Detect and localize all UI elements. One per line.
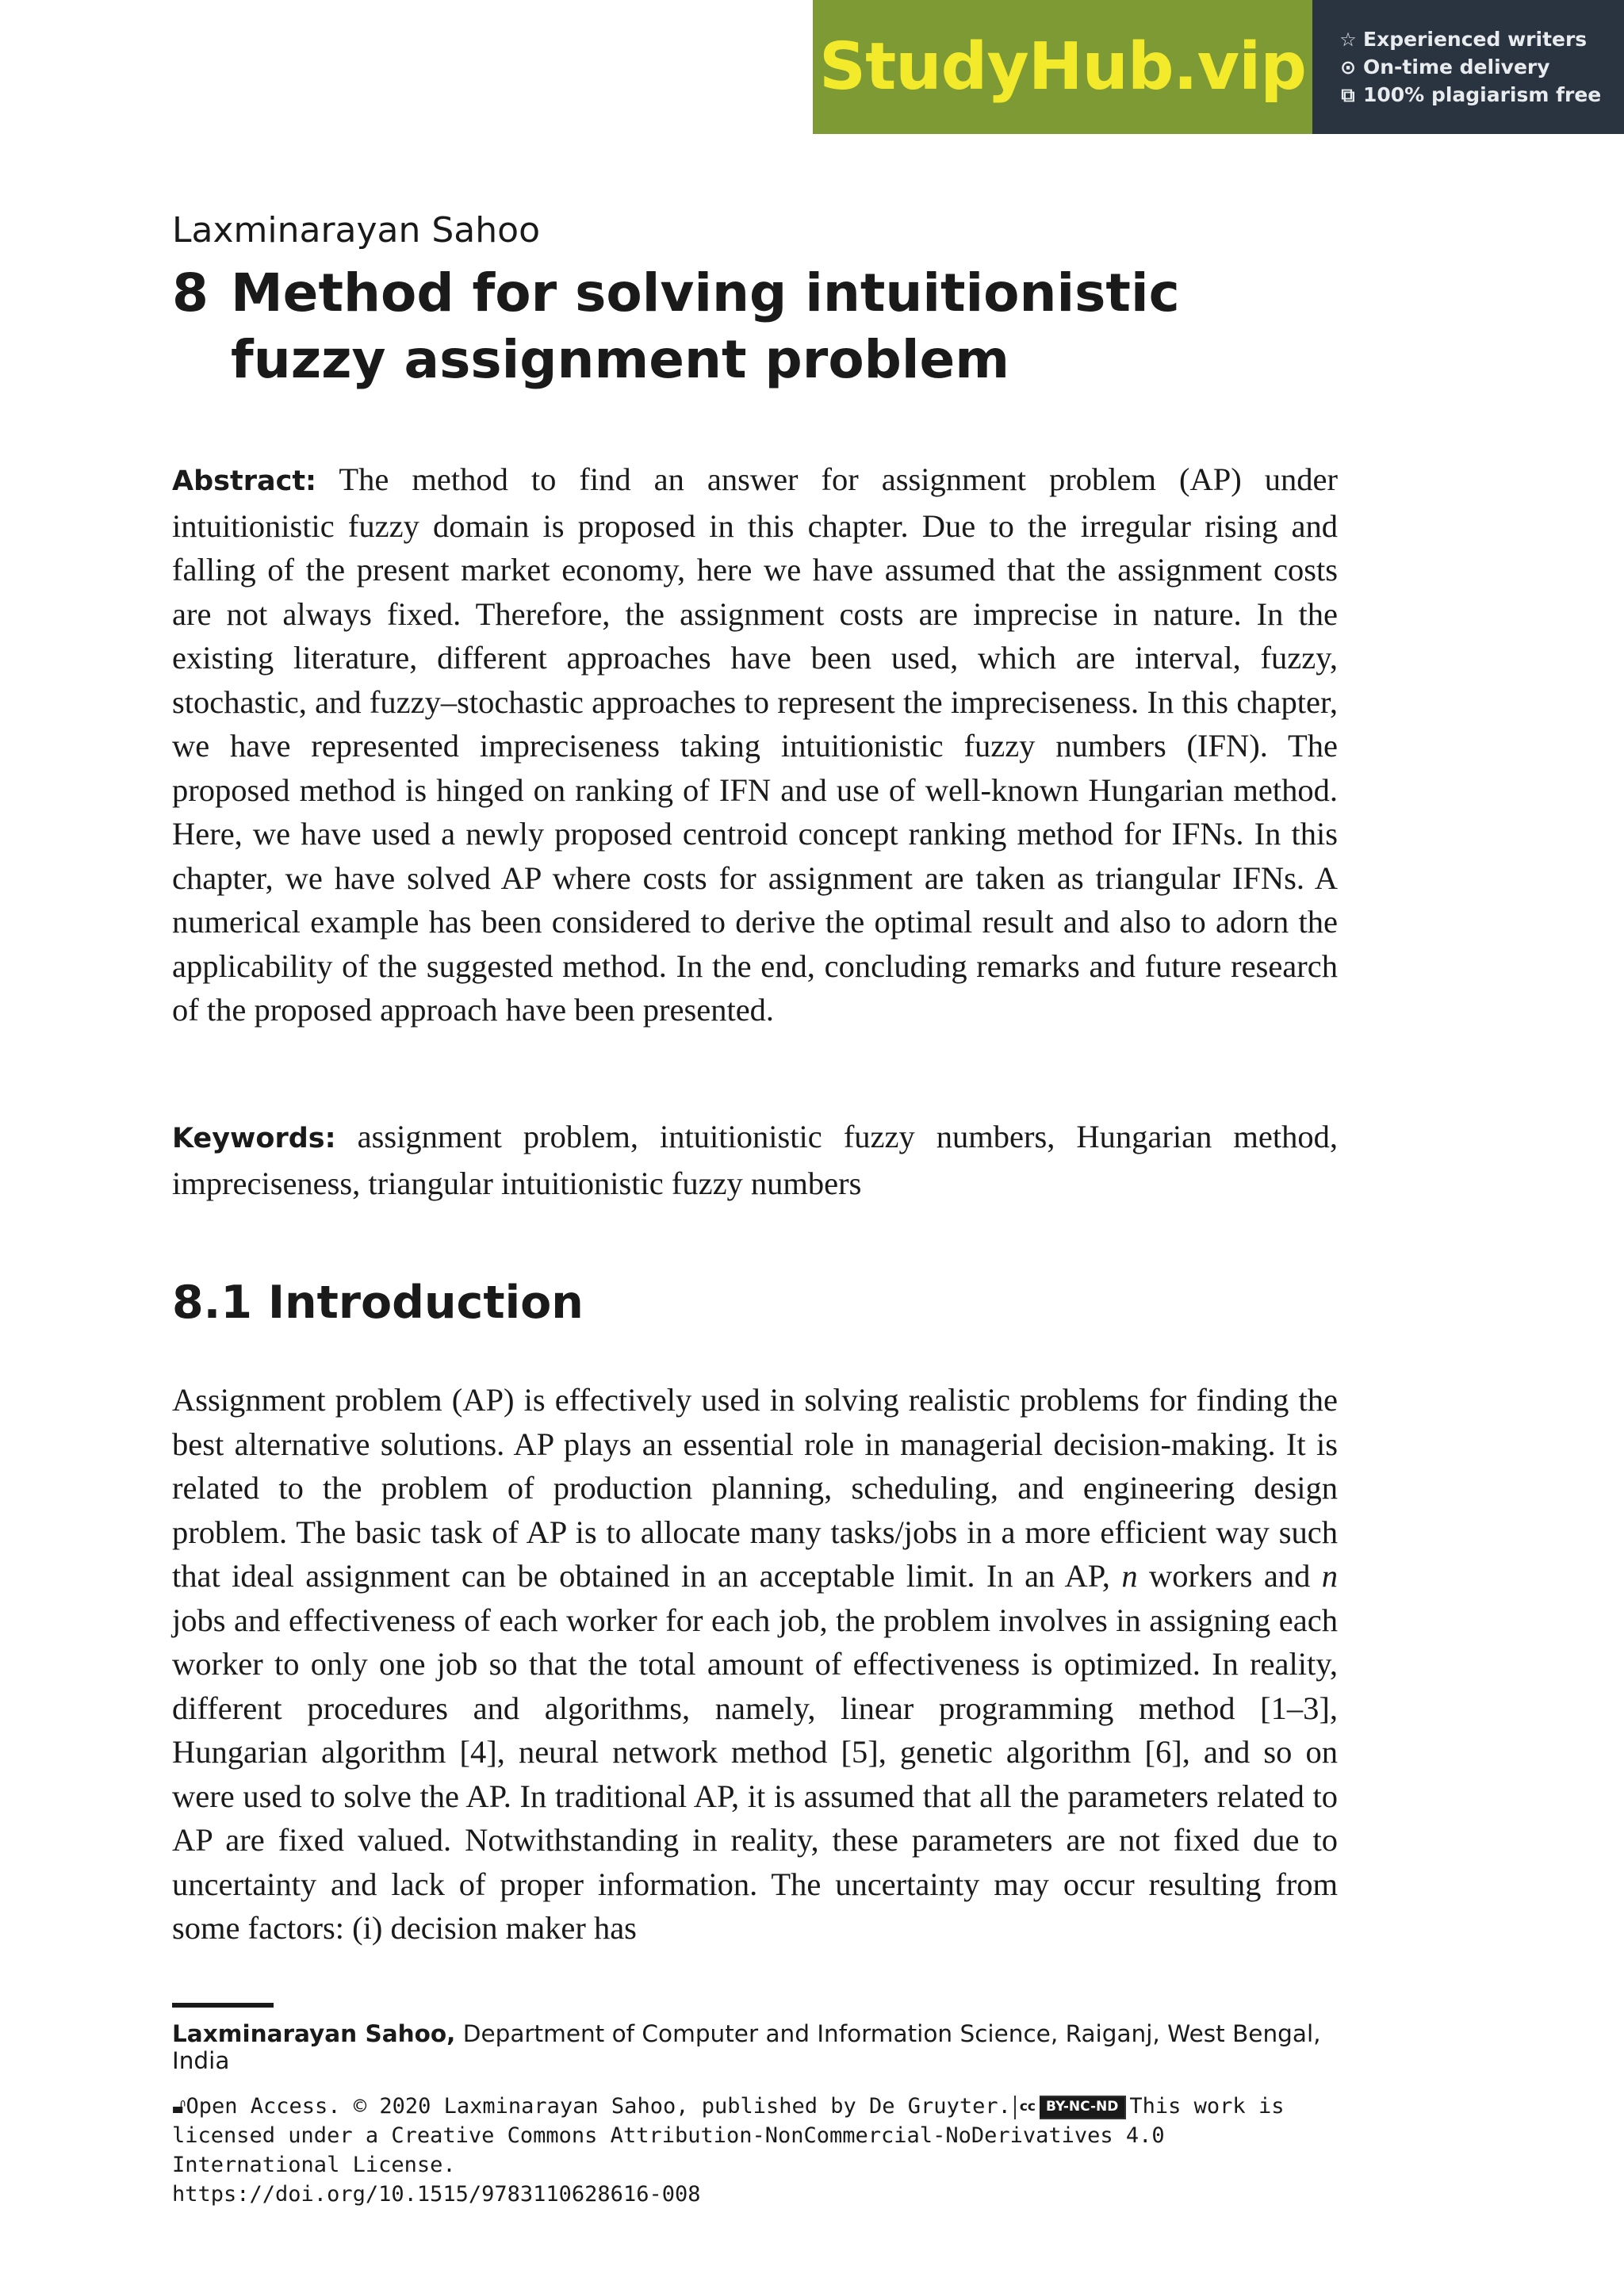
star-icon: ☆ bbox=[1339, 28, 1357, 51]
section-title: Introduction bbox=[267, 1277, 584, 1329]
abstract bbox=[172, 457, 1338, 1032]
clock-icon: ⊙ bbox=[1339, 56, 1357, 78]
intro-paragraph bbox=[172, 1378, 1338, 1950]
variable-n: n bbox=[1321, 1558, 1339, 1594]
banner-feature-delivery bbox=[1338, 56, 1624, 78]
section-heading bbox=[172, 1277, 1338, 1329]
license-notice bbox=[172, 2092, 1338, 2209]
banner-feature-label: Experienced writers bbox=[1363, 28, 1588, 51]
section-number: 8.1 bbox=[172, 1277, 252, 1329]
cc-logo-icon: cc bbox=[1016, 2092, 1040, 2122]
chapter-title: Method for solving intuitionistic fuzzy assignment problem bbox=[231, 262, 1180, 390]
chapter-heading bbox=[172, 260, 1338, 393]
doi-link[interactable]: https://doi.org/10.1515/9783110628616-008 bbox=[172, 2182, 701, 2207]
intro-text-part1: Assignment problem (AP) is effectively used in solving realistic problems for finding the best alternative solutions. AP plays an essential role in managerial decision-making. It is related to the problem of production planning, scheduling, and engineering design problem. The basic task of AP is to allocate many tasks/jobs in a more efficient way such that ideal assignment can be obtained in an acceptable limit. In an AP, bbox=[172, 1382, 1338, 1594]
copy-icon: ⧉ bbox=[1341, 83, 1355, 106]
affiliation-name: Laxminarayan Sahoo, bbox=[172, 2020, 456, 2047]
banner-feature-plagiarism bbox=[1338, 83, 1624, 106]
studyhub-logo[interactable] bbox=[813, 0, 1312, 134]
cc-terms: BY-NC-ND bbox=[1040, 2097, 1124, 2118]
studyhub-logo-text: StudyHub.vip bbox=[819, 29, 1306, 105]
abstract-text: The method to find an answer for assignment problem (AP) under intuitionistic fuzzy domain is proposed in this chapter. Due to the irregular rising and falling of the present market economy, here we have assumed that the assignment costs are not always fixed. Therefore, the assignment costs are imprecise in nature. In the existing literature, different approaches have been used, which are interval, fuzzy, stochastic, and fuzzy–stochastic approaches to represent the impreciseness. In this chapter, we have represented impreciseness taking intuitionistic fuzzy numbers (IFN). The proposed method is hinged on ranking of IFN and use of well-known Hungarian method. Here, we have used a newly proposed centroid concept ranking method for IFNs. In this chapter, we have solved AP where costs for assignment are taken as triangular IFNs. A numerical example has been considered to derive the optimal result and also to adorn the applicability of the suggested method. In the end, concluding remarks and future research of the proposed approach have been presented. bbox=[172, 461, 1338, 1028]
keywords bbox=[172, 1115, 1338, 1205]
affiliation-footnote bbox=[172, 2020, 1338, 2074]
keywords-label: Keywords: bbox=[172, 1123, 336, 1154]
intro-text-part2: workers and bbox=[1148, 1558, 1311, 1594]
abstract-label: Abstract: bbox=[172, 465, 317, 497]
intro-text-part3: jobs and effectiveness of each worker for each job, the problem involves in assigning each worker to only one job so that the total amount of effectiveness is optimized. In reality, different procedures and algorithms, namely, linear programming method [1–3], Hungarian algorithm [4], neural network method [5], genetic algorithm [6], and so on were used to solve the AP. In traditional AP, it is assumed that all the parameters related to AP are fixed valued. Notwithstanding in reality, these parameters are not fixed due to uncertainty and lack of proper information. The uncertainty may occur resulting from some factors: (i) decision maker has bbox=[172, 1602, 1338, 1946]
footnote-rule bbox=[172, 2003, 274, 2008]
banner-feature-writers bbox=[1338, 28, 1624, 51]
variable-n: n bbox=[1121, 1558, 1138, 1594]
license-text: This work is licensed under a Creative Commons Attribution-NonCommercial-NoDerivatives 4.0 International License. bbox=[172, 2094, 1285, 2177]
banner-feature-label: 100% plagiarism free bbox=[1363, 83, 1602, 106]
banner-feature-label: On-time delivery bbox=[1363, 56, 1550, 78]
keywords-text: assignment problem, intuitionistic fuzzy numbers, Hungarian method, impreciseness, triangular intuitionistic fuzzy numbers bbox=[172, 1119, 1339, 1201]
chapter-number: 8 bbox=[172, 262, 209, 323]
studyhub-banner[interactable] bbox=[813, 0, 1624, 134]
author-name: Laxminarayan Sahoo bbox=[172, 210, 540, 251]
affiliation-text: Department of Computer and Information Science, Raiganj, West Bengal, India bbox=[172, 2020, 1321, 2074]
open-access-icon: 🔓︎ bbox=[172, 2094, 186, 2119]
banner-features bbox=[1312, 0, 1624, 134]
cc-license-badge[interactable] bbox=[1014, 2096, 1127, 2119]
open-access-text: Open Access. © 2020 Laxminarayan Sahoo, published by De Gruyter. bbox=[186, 2094, 1011, 2119]
